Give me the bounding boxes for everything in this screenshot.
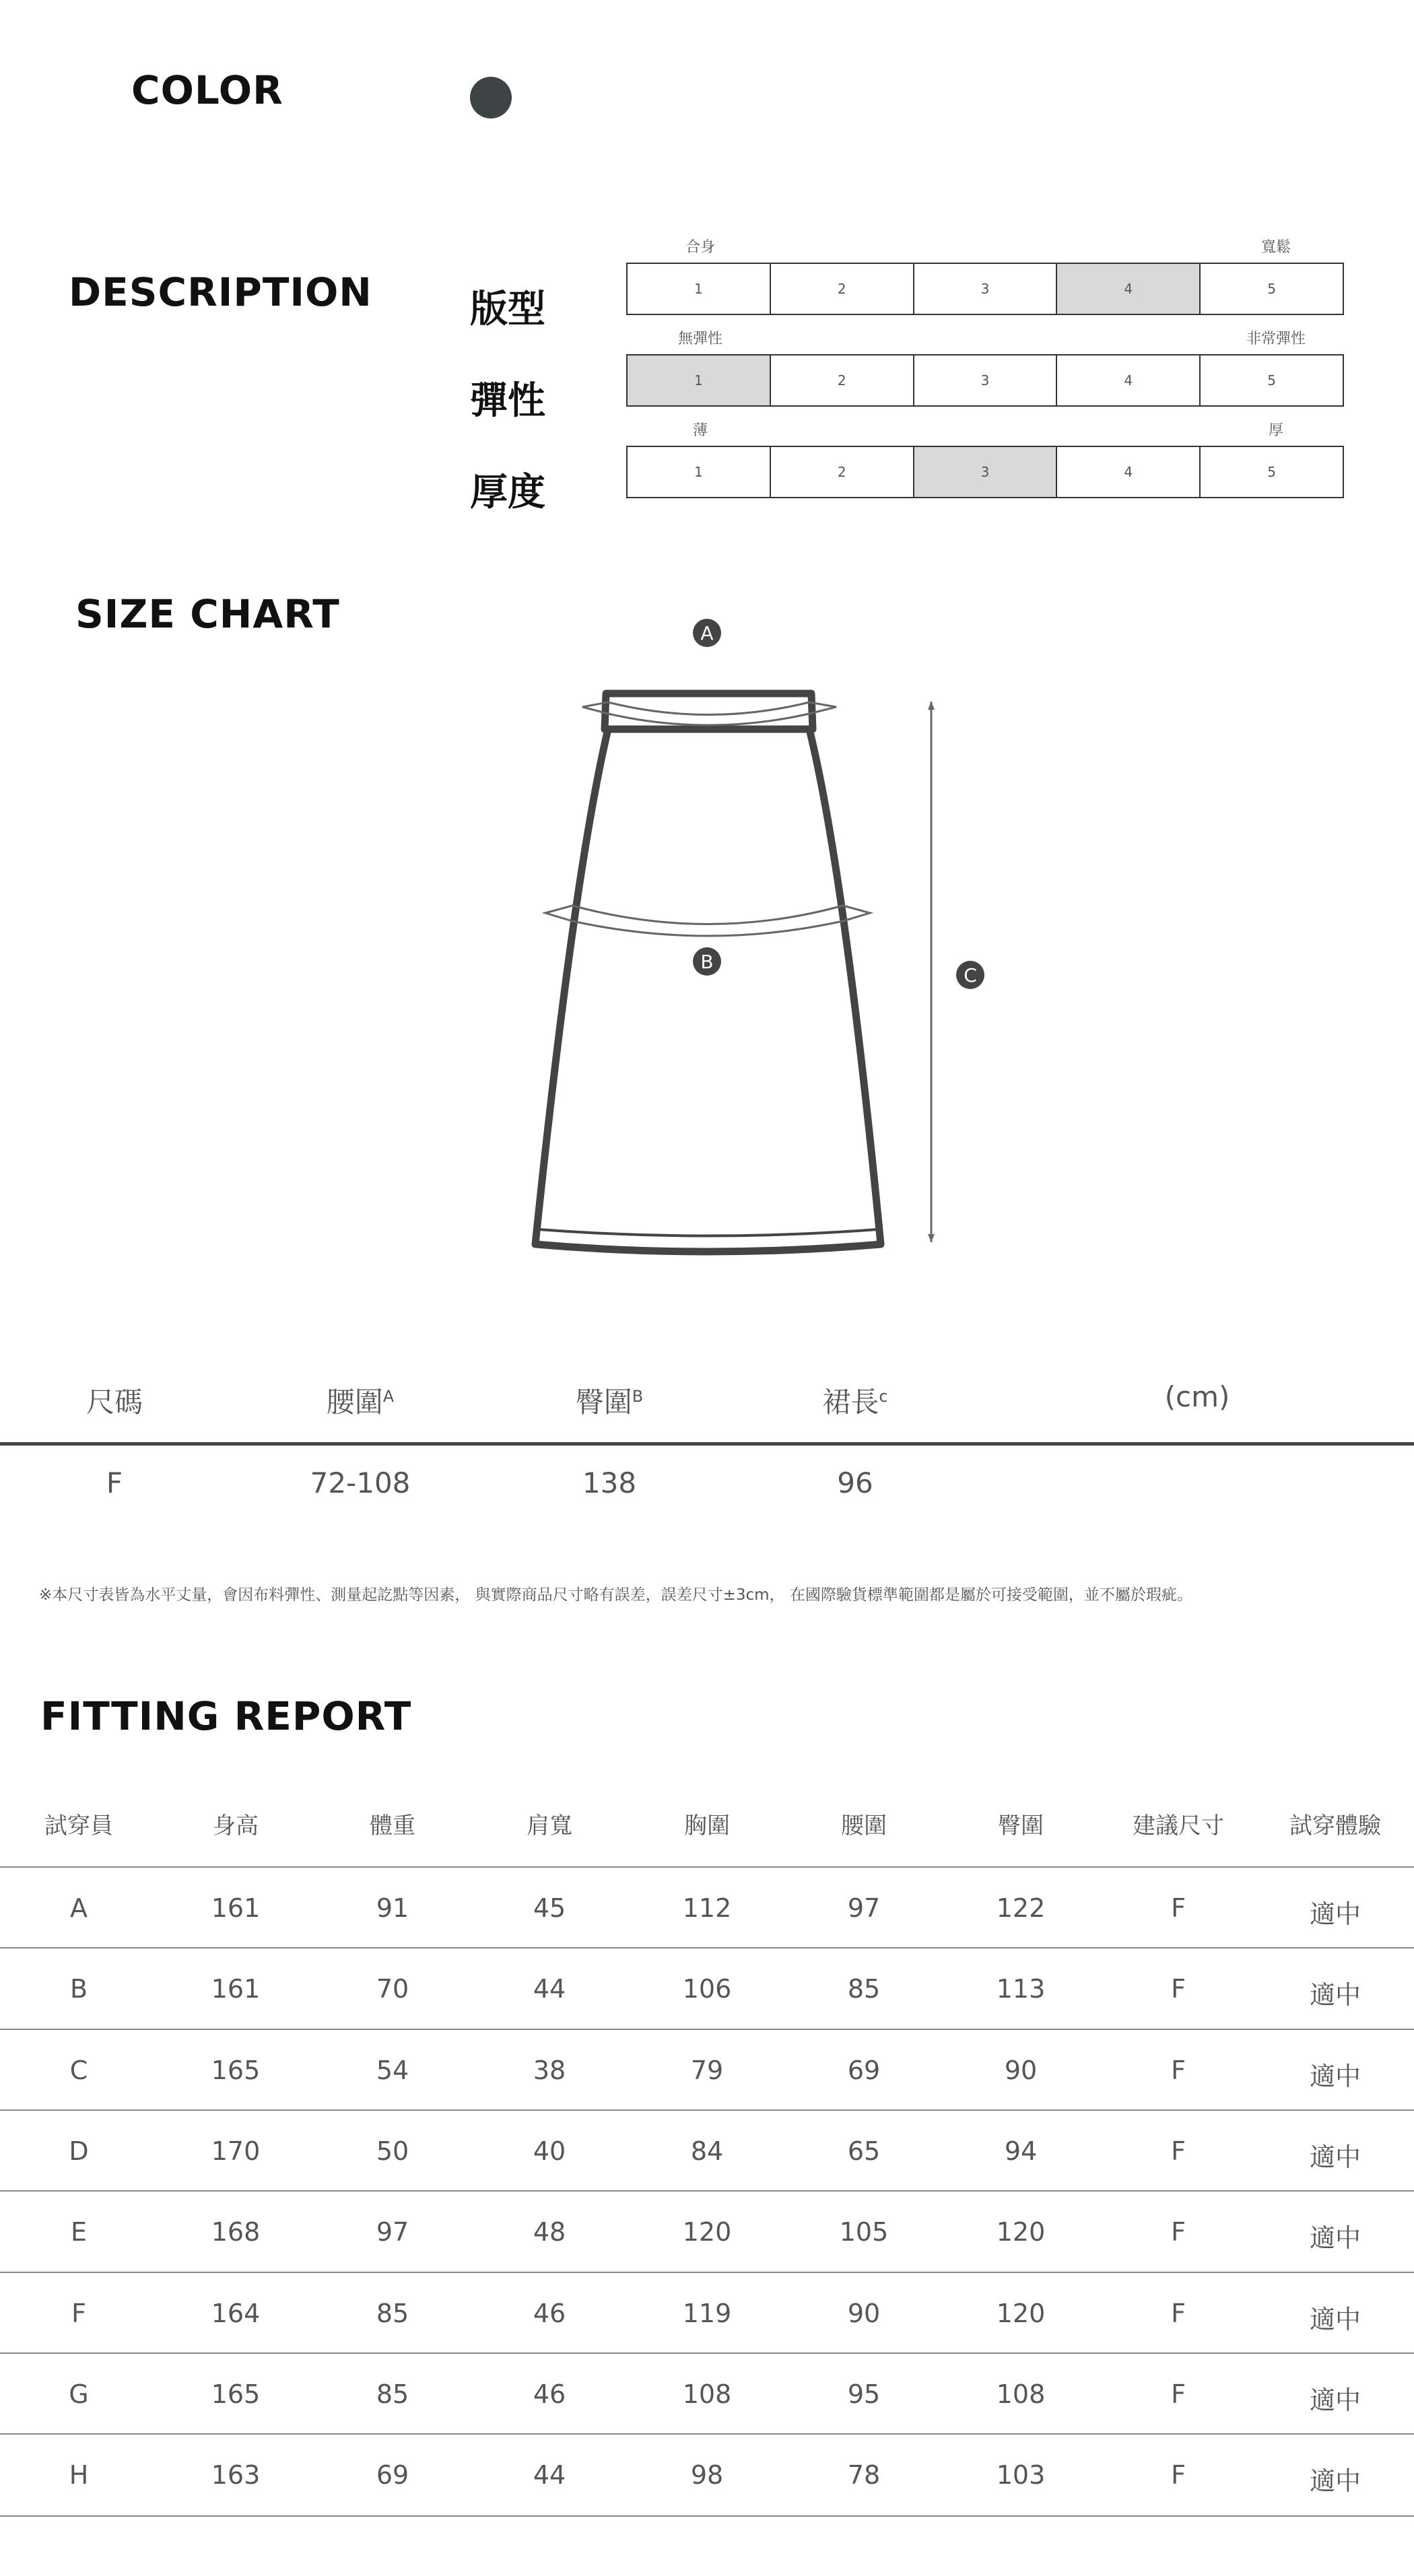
scale-cell: 4	[1057, 355, 1201, 405]
fitting-cell: 46	[533, 2379, 566, 2409]
fitting-cell: 適中	[1309, 2223, 1361, 2253]
fitting-cell: F	[1171, 2136, 1186, 2166]
fitting-cell: 適中	[1309, 2385, 1361, 2415]
fitting-header-cell: 肩寬	[527, 1812, 572, 1839]
fitting-cell: 97	[847, 1893, 881, 1923]
fitting-cell: 112	[682, 1893, 732, 1923]
fitting-cell: 119	[682, 2298, 732, 2328]
fitting-cell: F	[1171, 1893, 1186, 1923]
attr-label-elasticity: 彈性	[470, 379, 545, 423]
fitting-cell: E	[70, 2217, 88, 2247]
fitting-cell: F	[1171, 1974, 1186, 2004]
size-chart-title: SIZE CHART	[75, 591, 340, 637]
fitting-cell: G	[69, 2379, 89, 2409]
fitting-cell: 46	[533, 2298, 566, 2328]
fitting-cell: 98	[690, 2460, 724, 2490]
header-hip-sup: B	[632, 1387, 644, 1406]
scale-right-end: 非常彈性	[1246, 331, 1306, 347]
fitting-header-cell: 臀圍	[998, 1812, 1044, 1839]
scale-cell: 5	[1267, 372, 1276, 388]
header-length-label: 裙長	[822, 1386, 879, 1419]
scale-cell: 3	[914, 264, 1058, 314]
scale-cell: 3	[914, 355, 1058, 405]
fitting-cell: D	[69, 2136, 89, 2166]
fitting-cell: 94	[1004, 2136, 1038, 2166]
fitting-cell: 95	[847, 2379, 881, 2409]
fitting-cell: 91	[376, 1893, 409, 1923]
fitting-cell: 103	[996, 2460, 1046, 2490]
header-size: 尺碼	[86, 1386, 143, 1419]
fitting-cell: 38	[533, 2055, 566, 2085]
fitting-cell: 90	[847, 2298, 881, 2328]
fitting-cell: 85	[376, 2298, 409, 2328]
fitting-header-cell: 腰圍	[841, 1812, 887, 1839]
fitting-cell: 78	[847, 2460, 881, 2490]
scale-right-end: 厚	[1268, 422, 1283, 439]
fitting-cell: 70	[376, 1974, 409, 2004]
marker-a: A	[693, 619, 721, 647]
header-waist-sup: A	[382, 1387, 395, 1406]
attr-label-thickness: 厚度	[470, 471, 545, 514]
cell-size: F	[106, 1466, 123, 1499]
scale-right-end: 寬鬆	[1260, 239, 1291, 256]
fitting-cell: 108	[682, 2379, 732, 2409]
scale-cell-selected: 4	[1057, 264, 1201, 314]
fitting-cell: 適中	[1309, 1899, 1361, 1929]
header-length	[822, 1380, 887, 1421]
scale-cell: 5	[1267, 281, 1276, 297]
fitting-cell: 165	[211, 2379, 261, 2409]
fitting-cell: 120	[996, 2298, 1046, 2328]
header-unit: (cm)	[1164, 1380, 1230, 1413]
fitting-header-cell: 胸圍	[684, 1812, 730, 1839]
fitting-cell: 適中	[1309, 1980, 1361, 2010]
fitting-cell: 84	[690, 2136, 724, 2166]
header-length-sup: c	[879, 1387, 888, 1406]
scale-left-end: 合身	[685, 239, 715, 256]
fitting-cell: 120	[996, 2217, 1046, 2247]
fitting-cell: 106	[682, 1974, 732, 2004]
fitting-cell: 69	[847, 2055, 881, 2085]
fitting-cell: 85	[376, 2379, 409, 2409]
fitting-cell: C	[69, 2055, 88, 2085]
fitting-cell: 79	[690, 2055, 724, 2085]
cell-waist: 72-108	[310, 1466, 411, 1499]
cell-length: 96	[837, 1466, 873, 1499]
fitting-cell: 44	[533, 1974, 566, 2004]
fitting-cell: F	[71, 2298, 86, 2328]
fitting-cell: F	[1171, 2460, 1186, 2490]
fitting-cell: 適中	[1309, 2061, 1361, 2091]
fitting-table-row	[0, 2109, 1414, 2192]
fitting-cell: 44	[533, 2460, 566, 2490]
scale-cell-selected: 1	[628, 355, 771, 405]
fitting-table-row	[0, 1947, 1414, 2029]
scale-cell: 2	[771, 447, 914, 497]
scale-cell: 2	[771, 355, 914, 405]
attr-label-fit: 版型	[470, 287, 545, 331]
fitting-cell: 54	[376, 2055, 409, 2085]
marker-c: C	[956, 961, 984, 989]
fitting-cell: 48	[533, 2217, 566, 2247]
fitting-table-header	[0, 1807, 1414, 1848]
fitting-table-row	[0, 1866, 1414, 1948]
header-hip-label: 臀圍	[575, 1386, 632, 1419]
fitting-cell: 163	[211, 2460, 261, 2490]
fitting-cell: 165	[211, 2055, 261, 2085]
fitting-report-title: FITTING REPORT	[40, 1693, 412, 1739]
fitting-cell: 113	[996, 1974, 1046, 2004]
fitting-header-cell: 體重	[370, 1812, 415, 1839]
fitting-table-row	[0, 2433, 1414, 2517]
fitting-cell: 65	[847, 2136, 881, 2166]
header-waist-label: 腰圍	[326, 1386, 383, 1419]
fitting-header-cell: 試穿體驗	[1289, 1812, 1381, 1839]
fitting-cell: 164	[211, 2298, 261, 2328]
size-note: ※本尺寸表皆為水平丈量，會因布料彈性、測量起訖點等因素， 與實際商品尺寸略有誤差，誤差尺寸±3cm， 在國際驗貨標準範圍都是屬於可接受範圍，並不屬於瑕疵。	[39, 1586, 1192, 1604]
fitting-cell: 168	[211, 2217, 261, 2247]
fitting-cell: F	[1171, 2379, 1186, 2409]
cell-hip: 138	[582, 1466, 637, 1499]
marker-b: B	[693, 947, 721, 976]
fitting-cell: 105	[839, 2217, 889, 2247]
size-table-divider	[0, 1442, 1414, 1446]
scale-left-end: 無彈性	[677, 331, 722, 347]
fitting-cell: F	[1171, 2298, 1186, 2328]
description-title: DESCRIPTION	[69, 269, 372, 315]
fitting-cell: 50	[376, 2136, 409, 2166]
color-title: COLOR	[131, 67, 283, 113]
fitting-cell: 120	[682, 2217, 732, 2247]
fitting-cell: 161	[211, 1893, 261, 1923]
fitting-cell: 適中	[1309, 2466, 1361, 2497]
fitting-cell: 122	[996, 1893, 1046, 1923]
fitting-cell: 適中	[1309, 2304, 1361, 2334]
fitting-table-row	[0, 2029, 1414, 2111]
fitting-header-cell: 試穿員	[44, 1812, 113, 1839]
fitting-header-cell: 身高	[213, 1812, 259, 1839]
scale-left-end: 薄	[692, 422, 708, 439]
header-waist	[327, 1380, 394, 1421]
fitting-cell: 97	[376, 2217, 409, 2247]
fitting-cell: F	[1171, 2055, 1186, 2085]
fitting-cell: 90	[1004, 2055, 1038, 2085]
fitting-cell: 45	[533, 1893, 566, 1923]
scale-cell: 1	[628, 447, 771, 497]
fitting-cell: 適中	[1309, 2142, 1361, 2172]
fitting-table-row	[0, 2190, 1414, 2272]
fitting-cell: 170	[211, 2136, 261, 2166]
fitting-cell: 108	[996, 2379, 1046, 2409]
fitting-cell: A	[70, 1893, 88, 1923]
fitting-cell: 85	[847, 1974, 881, 2004]
scale-cell: 4	[1057, 447, 1201, 497]
fitting-cell: 69	[376, 2460, 409, 2490]
scale-cell-selected: 3	[914, 447, 1058, 497]
fitting-table-row	[0, 2352, 1414, 2435]
fitting-cell: 40	[533, 2136, 566, 2166]
fitting-cell: F	[1171, 2217, 1186, 2247]
fitting-table-row	[0, 2272, 1414, 2354]
fitting-cell: B	[69, 1974, 88, 2004]
scale-cell: 5	[1267, 464, 1276, 480]
scale-cell: 1	[628, 264, 771, 314]
header-hip	[576, 1380, 643, 1421]
fitting-cell: 161	[211, 1974, 261, 2004]
scale-cell: 2	[771, 264, 914, 314]
hem-inner-line	[539, 1229, 877, 1236]
fitting-header-cell: 建議尺寸	[1133, 1812, 1224, 1839]
fitting-cell: H	[69, 2460, 89, 2490]
